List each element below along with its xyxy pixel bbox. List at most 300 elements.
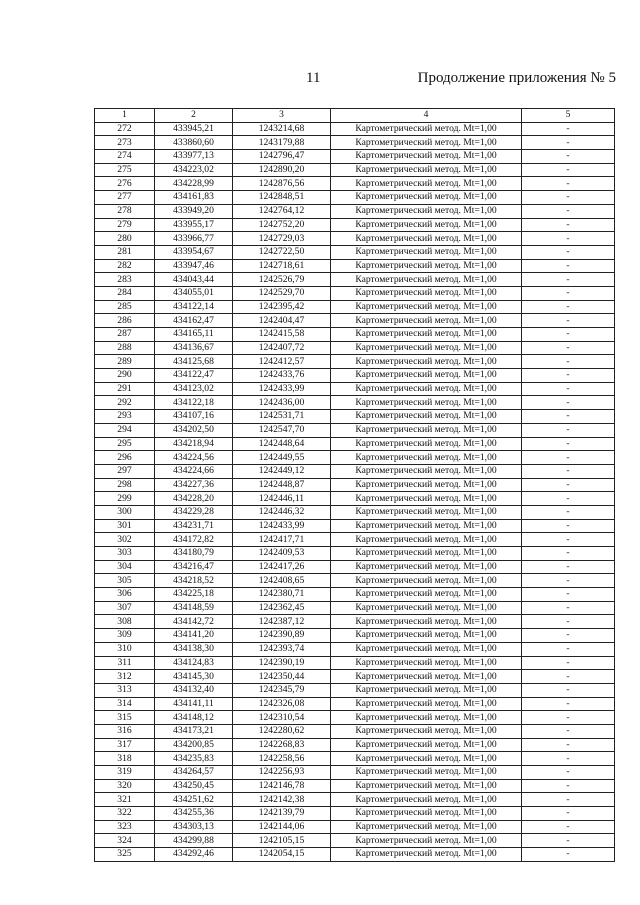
accuracy-note: - [522,588,615,602]
coordinate-x: 433947,46 [155,259,233,273]
method-description: Картометрический метод. Mt=1,00 [331,232,522,246]
method-description: Картометрический метод. Mt=1,00 [331,560,522,574]
table-row [95,820,615,834]
coordinate-x: 434136,67 [155,341,233,355]
point-number: 323 [95,820,155,834]
point-number: 309 [95,629,155,643]
method-description: Картометрический метод. Mt=1,00 [331,355,522,369]
coordinate-x: 434255,36 [155,807,233,821]
point-number: 285 [95,300,155,314]
accuracy-note: - [522,697,615,711]
method-description: Картометрический метод. Mt=1,00 [331,505,522,519]
accuracy-note: - [522,848,615,862]
point-number: 283 [95,273,155,287]
accuracy-note: - [522,656,615,670]
method-description: Картометрический метод. Mt=1,00 [331,286,522,300]
accuracy-note: - [522,601,615,615]
point-number: 296 [95,451,155,465]
point-number: 293 [95,410,155,424]
accuracy-note: - [522,505,615,519]
coordinate-y: 1242448,64 [233,437,331,451]
point-number: 308 [95,615,155,629]
method-description: Картометрический метод. Mt=1,00 [331,464,522,478]
method-description: Картометрический метод. Mt=1,00 [331,150,522,164]
page-number: 11 [306,70,321,86]
method-description: Картометрический метод. Mt=1,00 [331,656,522,670]
coordinate-x: 434162,47 [155,314,233,328]
accuracy-note: - [522,766,615,780]
point-number: 306 [95,588,155,602]
table-row [95,328,615,342]
coordinate-x: 434180,79 [155,547,233,561]
point-number: 273 [95,136,155,150]
coordinate-y: 1242529,70 [233,286,331,300]
coordinate-y: 1242448,87 [233,478,331,492]
coordinate-y: 1242387,12 [233,615,331,629]
method-description: Картометрический метод. Mt=1,00 [331,519,522,533]
method-description: Картометрический метод. Mt=1,00 [331,191,522,205]
table-row [95,807,615,821]
accuracy-note: - [522,286,615,300]
coordinate-x: 434218,52 [155,574,233,588]
coordinate-y: 1242404,47 [233,314,331,328]
coordinate-y: 1242433,76 [233,369,331,383]
accuracy-note: - [522,328,615,342]
accuracy-note: - [522,396,615,410]
coordinate-x: 434224,66 [155,464,233,478]
accuracy-note: - [522,341,615,355]
method-description: Картометрический метод. Mt=1,00 [331,547,522,561]
accuracy-note: - [522,820,615,834]
method-description: Картометрический метод. Mt=1,00 [331,642,522,656]
point-number: 278 [95,204,155,218]
point-number: 304 [95,560,155,574]
table-row [95,724,615,738]
table-row [95,423,615,437]
coordinate-y: 1242729,03 [233,232,331,246]
table-row [95,697,615,711]
coordinate-x: 434122,47 [155,369,233,383]
table-row [95,150,615,164]
accuracy-note: - [522,451,615,465]
coordinate-x: 434251,62 [155,793,233,807]
coordinate-x: 433860,60 [155,136,233,150]
table-row [95,683,615,697]
coordinate-x: 434107,16 [155,410,233,424]
method-description: Картометрический метод. Mt=1,00 [331,533,522,547]
point-number: 320 [95,779,155,793]
table-row [95,752,615,766]
point-number: 324 [95,834,155,848]
table-row [95,410,615,424]
coordinate-x: 434124,83 [155,656,233,670]
coordinate-x: 434132,40 [155,683,233,697]
coordinate-x: 434292,46 [155,848,233,862]
coordinate-y: 1242848,51 [233,191,331,205]
method-description: Картометрический метод. Mt=1,00 [331,341,522,355]
coordinate-x: 434142,72 [155,615,233,629]
coordinate-y: 1242144,06 [233,820,331,834]
table-row [95,533,615,547]
accuracy-note: - [522,314,615,328]
coordinate-x: 434125,68 [155,355,233,369]
coordinate-y: 1242547,70 [233,423,331,437]
point-number: 276 [95,177,155,191]
point-number: 274 [95,150,155,164]
point-number: 288 [95,341,155,355]
column-header: 4 [331,109,522,123]
table-row [95,615,615,629]
coordinate-x: 433954,67 [155,245,233,259]
point-number: 305 [95,574,155,588]
coordinate-y: 1242446,11 [233,492,331,506]
point-number: 294 [95,423,155,437]
table-row [95,601,615,615]
method-description: Картометрический метод. Mt=1,00 [331,588,522,602]
point-number: 316 [95,724,155,738]
table-row [95,588,615,602]
coordinate-x: 434141,11 [155,697,233,711]
method-description: Картометрический метод. Mt=1,00 [331,177,522,191]
table-row [95,273,615,287]
table-row [95,492,615,506]
point-number: 318 [95,752,155,766]
method-description: Картометрический метод. Mt=1,00 [331,410,522,424]
table-row [95,464,615,478]
coordinate-y: 1242054,15 [233,848,331,862]
point-number: 303 [95,547,155,561]
table-row [95,232,615,246]
method-description: Картометрический метод. Mt=1,00 [331,328,522,342]
coordinate-x: 434141,20 [155,629,233,643]
coordinate-y: 1242449,12 [233,464,331,478]
accuracy-note: - [522,834,615,848]
coordinate-x: 434225,18 [155,588,233,602]
coordinate-y: 1242526,79 [233,273,331,287]
point-number: 279 [95,218,155,232]
column-header: 1 [95,109,155,123]
method-description: Картометрический метод. Mt=1,00 [331,273,522,287]
point-number: 315 [95,711,155,725]
coordinate-y: 1242380,71 [233,588,331,602]
table-row [95,369,615,383]
accuracy-note: - [522,423,615,437]
coordinate-y: 1242395,42 [233,300,331,314]
point-number: 311 [95,656,155,670]
method-description: Картометрический метод. Mt=1,00 [331,163,522,177]
table-row [95,629,615,643]
point-number: 290 [95,369,155,383]
coordinate-y: 1242446,32 [233,505,331,519]
table-row [95,382,615,396]
table-row [95,478,615,492]
coordinate-y: 1242436,00 [233,396,331,410]
accuracy-note: - [522,574,615,588]
column-header: 3 [233,109,331,123]
table-row [95,122,615,136]
method-description: Картометрический метод. Mt=1,00 [331,779,522,793]
table-row [95,834,615,848]
method-description: Картометрический метод. Mt=1,00 [331,834,522,848]
method-description: Картометрический метод. Mt=1,00 [331,752,522,766]
point-number: 322 [95,807,155,821]
table-row [95,163,615,177]
accuracy-note: - [522,136,615,150]
coordinate-x: 434299,88 [155,834,233,848]
coordinate-y: 1242890,20 [233,163,331,177]
method-description: Картометрический метод. Mt=1,00 [331,492,522,506]
coordinate-y: 1242345,79 [233,683,331,697]
accuracy-note: - [522,382,615,396]
point-number: 314 [95,697,155,711]
method-description: Картометрический метод. Mt=1,00 [331,396,522,410]
table-row [95,793,615,807]
method-description: Картометрический метод. Mt=1,00 [331,670,522,684]
method-description: Картометрический метод. Mt=1,00 [331,382,522,396]
accuracy-note: - [522,793,615,807]
coordinate-x: 434123,02 [155,382,233,396]
accuracy-note: - [522,779,615,793]
table-row [95,218,615,232]
accuracy-note: - [522,163,615,177]
coordinate-x: 434148,12 [155,711,233,725]
coordinate-y: 1242268,83 [233,738,331,752]
table-row [95,177,615,191]
coordinate-y: 1242417,26 [233,560,331,574]
coordinate-x: 434122,14 [155,300,233,314]
method-description: Картометрический метод. Mt=1,00 [331,697,522,711]
coordinate-y: 1242876,56 [233,177,331,191]
coordinate-x: 434200,85 [155,738,233,752]
coordinate-y: 1242105,15 [233,834,331,848]
point-number: 281 [95,245,155,259]
coordinate-y: 1242433,99 [233,519,331,533]
coordinate-x: 434216,47 [155,560,233,574]
coordinate-x: 434228,99 [155,177,233,191]
column-header: 5 [522,109,615,123]
coordinate-x: 434224,56 [155,451,233,465]
accuracy-note: - [522,273,615,287]
accuracy-note: - [522,191,615,205]
accuracy-note: - [522,218,615,232]
coordinate-x: 434264,57 [155,766,233,780]
method-description: Картометрический метод. Mt=1,00 [331,629,522,643]
accuracy-note: - [522,410,615,424]
coordinate-y: 1243179,88 [233,136,331,150]
coordinate-y: 1242280,62 [233,724,331,738]
method-description: Картометрический метод. Mt=1,00 [331,300,522,314]
coordinate-y: 1242256,93 [233,766,331,780]
method-description: Картометрический метод. Mt=1,00 [331,245,522,259]
coordinate-y: 1242764,12 [233,204,331,218]
accuracy-note: - [522,232,615,246]
coordinate-x: 434173,21 [155,724,233,738]
coordinate-y: 1242449,55 [233,451,331,465]
coordinate-x: 434055,01 [155,286,233,300]
table-row [95,779,615,793]
coordinate-y: 1242415,58 [233,328,331,342]
coordinate-y: 1242390,89 [233,629,331,643]
table-row [95,738,615,752]
table-row [95,204,615,218]
coordinate-x: 434228,20 [155,492,233,506]
coordinate-x: 434138,30 [155,642,233,656]
point-number: 282 [95,259,155,273]
appendix-continuation-heading: Продолжение приложения № 5 [417,70,616,86]
accuracy-note: - [522,711,615,725]
coordinate-x: 433949,20 [155,204,233,218]
coordinate-y: 1242722,50 [233,245,331,259]
accuracy-note: - [522,369,615,383]
accuracy-note: - [522,738,615,752]
method-description: Картометрический метод. Mt=1,00 [331,204,522,218]
coordinate-x: 434161,83 [155,191,233,205]
accuracy-note: - [522,642,615,656]
point-number: 313 [95,683,155,697]
accuracy-note: - [522,807,615,821]
accuracy-note: - [522,204,615,218]
point-number: 310 [95,642,155,656]
coordinate-y: 1242407,72 [233,341,331,355]
method-description: Картометрический метод. Mt=1,00 [331,423,522,437]
coordinate-y: 1242796,47 [233,150,331,164]
method-description: Картометрический метод. Mt=1,00 [331,615,522,629]
coordinate-x: 434165,11 [155,328,233,342]
accuracy-note: - [522,629,615,643]
point-number: 287 [95,328,155,342]
coordinate-y: 1242417,71 [233,533,331,547]
accuracy-note: - [522,478,615,492]
point-number: 295 [95,437,155,451]
table-row [95,505,615,519]
method-description: Картометрический метод. Mt=1,00 [331,807,522,821]
accuracy-note: - [522,752,615,766]
coordinate-y: 1242350,44 [233,670,331,684]
table-row [95,300,615,314]
point-number: 298 [95,478,155,492]
point-number: 284 [95,286,155,300]
method-description: Картометрический метод. Mt=1,00 [331,766,522,780]
table-row [95,656,615,670]
method-description: Картометрический метод. Mt=1,00 [331,437,522,451]
point-number: 289 [95,355,155,369]
method-description: Картометрический метод. Mt=1,00 [331,601,522,615]
coordinates-table [94,108,615,862]
method-description: Картометрический метод. Mt=1,00 [331,848,522,862]
table-row [95,286,615,300]
coordinate-x: 434122,18 [155,396,233,410]
table-header-row [95,109,615,123]
table-row [95,451,615,465]
table-row [95,437,615,451]
coordinate-y: 1242408,65 [233,574,331,588]
coordinate-y: 1242326,08 [233,697,331,711]
point-number: 302 [95,533,155,547]
coordinate-y: 1242412,57 [233,355,331,369]
coordinate-x: 434250,45 [155,779,233,793]
point-number: 312 [95,670,155,684]
coordinate-x: 434303,13 [155,820,233,834]
coordinate-y: 1242718,61 [233,259,331,273]
coordinate-x: 433955,17 [155,218,233,232]
method-description: Картометрический метод. Mt=1,00 [331,122,522,136]
table-row [95,711,615,725]
point-number: 299 [95,492,155,506]
accuracy-note: - [522,300,615,314]
method-description: Картометрический метод. Mt=1,00 [331,738,522,752]
coordinate-x: 434227,36 [155,478,233,492]
point-number: 317 [95,738,155,752]
accuracy-note: - [522,533,615,547]
table-row [95,848,615,862]
table-row [95,245,615,259]
table-row [95,314,615,328]
coordinate-x: 433945,21 [155,122,233,136]
table-row [95,355,615,369]
table-row [95,136,615,150]
method-description: Картометрический метод. Mt=1,00 [331,136,522,150]
coordinate-y: 1242139,79 [233,807,331,821]
coordinate-y: 1242390,19 [233,656,331,670]
coordinate-x: 434229,28 [155,505,233,519]
table-row [95,191,615,205]
method-description: Картометрический метод. Mt=1,00 [331,369,522,383]
accuracy-note: - [522,547,615,561]
method-description: Картометрический метод. Mt=1,00 [331,451,522,465]
accuracy-note: - [522,177,615,191]
table-row [95,519,615,533]
coordinate-x: 433966,77 [155,232,233,246]
method-description: Картометрический метод. Mt=1,00 [331,314,522,328]
accuracy-note: - [522,245,615,259]
table-row [95,560,615,574]
table-row [95,396,615,410]
point-number: 291 [95,382,155,396]
coordinate-y: 1242531,71 [233,410,331,424]
point-number: 319 [95,766,155,780]
method-description: Картометрический метод. Mt=1,00 [331,478,522,492]
coordinate-x: 433977,13 [155,150,233,164]
point-number: 300 [95,505,155,519]
method-description: Картометрический метод. Mt=1,00 [331,793,522,807]
accuracy-note: - [522,355,615,369]
coordinate-x: 434231,71 [155,519,233,533]
accuracy-note: - [522,437,615,451]
coordinate-y: 1242310,54 [233,711,331,725]
coordinate-x: 434218,94 [155,437,233,451]
accuracy-note: - [522,259,615,273]
accuracy-note: - [522,519,615,533]
accuracy-note: - [522,464,615,478]
coordinate-y: 1242142,38 [233,793,331,807]
coordinate-x: 434145,30 [155,670,233,684]
coordinate-y: 1242393,74 [233,642,331,656]
point-number: 280 [95,232,155,246]
coordinate-y: 1242433,99 [233,382,331,396]
method-description: Картометрический метод. Mt=1,00 [331,711,522,725]
point-number: 307 [95,601,155,615]
table-row [95,341,615,355]
point-number: 321 [95,793,155,807]
coordinate-x: 434043,44 [155,273,233,287]
coordinate-x: 434148,59 [155,601,233,615]
coordinate-y: 1242409,53 [233,547,331,561]
accuracy-note: - [522,683,615,697]
accuracy-note: - [522,492,615,506]
method-description: Картометрический метод. Mt=1,00 [331,259,522,273]
method-description: Картометрический метод. Mt=1,00 [331,683,522,697]
coordinate-x: 434172,82 [155,533,233,547]
